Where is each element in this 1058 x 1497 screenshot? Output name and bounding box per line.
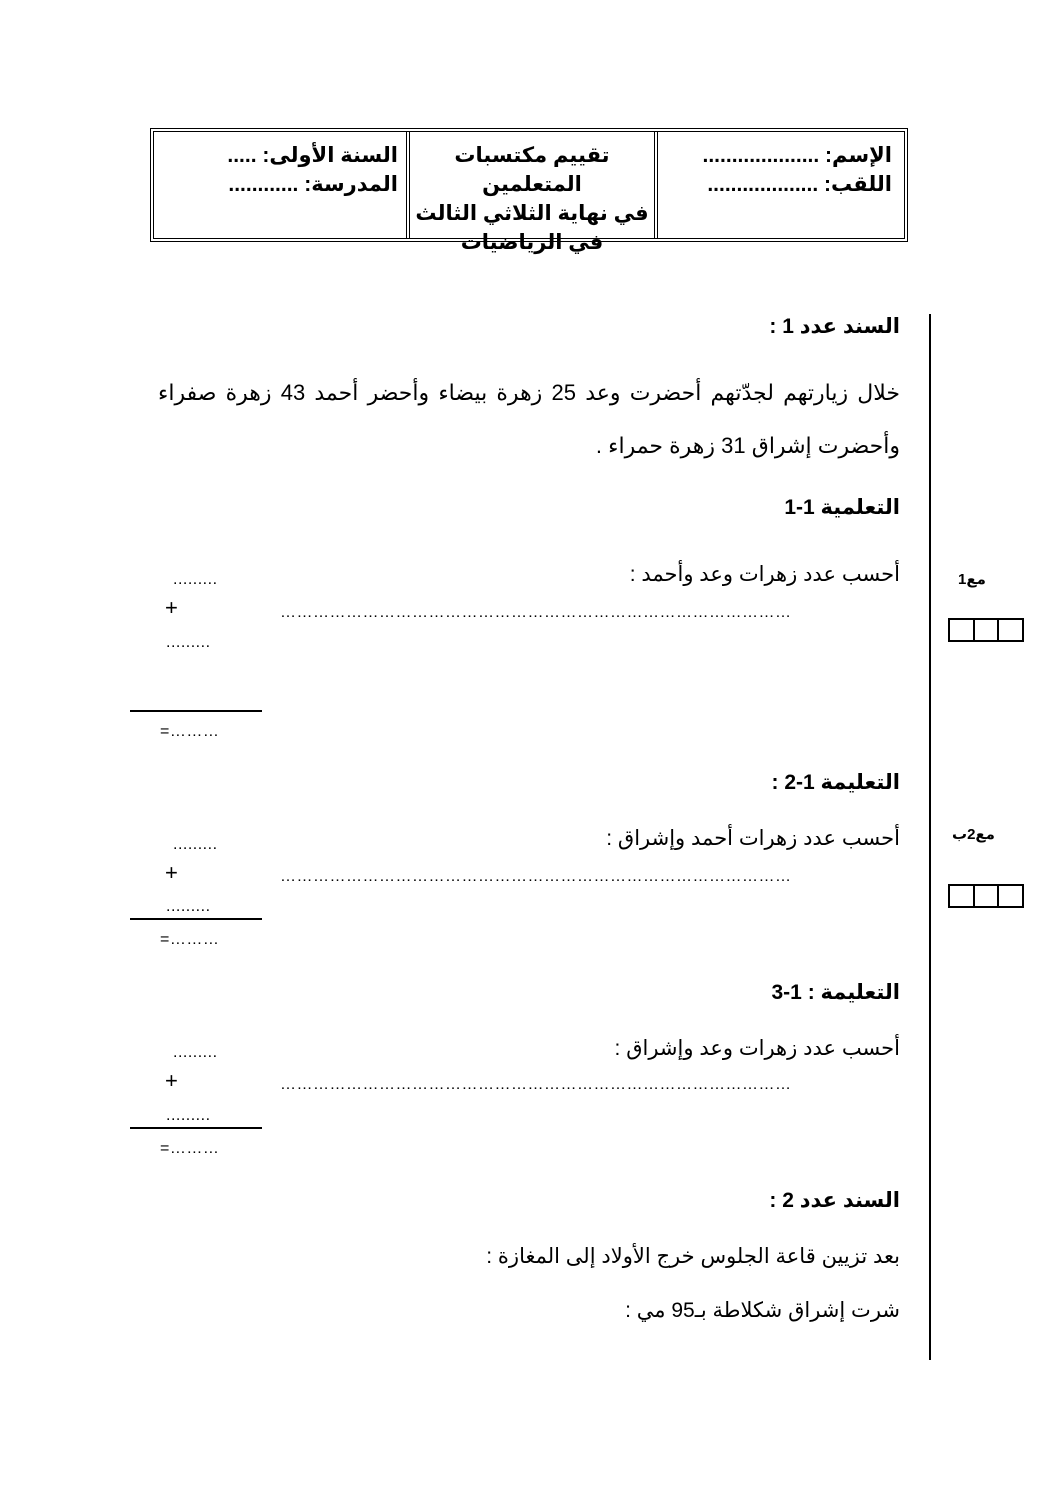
task2-criterion-code: مع2ب bbox=[952, 826, 995, 843]
name-field: الإسم: .................... bbox=[702, 144, 892, 167]
exam-title-line2: في نهاية الثلاثي الثالث bbox=[415, 202, 649, 225]
task1-result[interactable]: =……… bbox=[160, 723, 220, 740]
task2-score-box[interactable] bbox=[948, 884, 1024, 908]
task2-operand2[interactable]: ......... bbox=[166, 898, 211, 915]
year-field: السنة الأولى: ..... bbox=[227, 144, 398, 167]
task2-result-line bbox=[130, 918, 262, 920]
exam-title-line3: في الرياضيات bbox=[460, 231, 604, 254]
task1-question: أحسب عدد زهرات وعد وأحمد : bbox=[629, 563, 900, 586]
margin-divider bbox=[929, 314, 931, 1360]
header-table bbox=[150, 128, 908, 254]
task2-plus-sign: + bbox=[165, 860, 178, 885]
support2-line1: بعد تزيين قاعة الجلوس خرج الأولاد إلى المغازة : bbox=[486, 1245, 900, 1268]
task1-criterion-code: مع1 bbox=[958, 571, 986, 588]
task1-title: التعلمية 1-1 bbox=[784, 496, 900, 519]
task3-title: التعليمة : 1-3 bbox=[771, 981, 900, 1004]
task3-plus-sign: + bbox=[165, 1068, 178, 1093]
task1-answer-line[interactable]: ………………………………………………………………………………… bbox=[280, 604, 792, 621]
class-info-cell bbox=[154, 132, 406, 238]
task3-operand2[interactable]: ......... bbox=[166, 1107, 211, 1124]
task1-operand1[interactable]: ......... bbox=[173, 571, 218, 588]
task1-score-box[interactable] bbox=[948, 618, 1024, 642]
exam-title-cell bbox=[406, 132, 658, 254]
task2-question: أحسب عدد زهرات أحمد وإشراق : bbox=[606, 827, 900, 850]
task3-result-line bbox=[130, 1127, 262, 1129]
task2-operand1[interactable]: ......... bbox=[173, 836, 218, 853]
task3-result[interactable]: =……… bbox=[160, 1140, 220, 1157]
task1-result-line bbox=[130, 710, 262, 712]
task3-operand1[interactable]: ......... bbox=[173, 1044, 218, 1061]
school-field: المدرسة: ............ bbox=[228, 173, 398, 196]
exam-title-line1: تقييم مكتسبات المتعلمين bbox=[454, 144, 610, 196]
task2-result[interactable]: =……… bbox=[160, 931, 220, 948]
task1-operand2[interactable]: ......... bbox=[166, 634, 211, 651]
support2-line2: شرت إشراق شكلاطة بـ95 مي : bbox=[625, 1299, 900, 1322]
task1-plus-sign: + bbox=[165, 595, 178, 620]
support2-title: السند عدد 2 : bbox=[769, 1189, 900, 1212]
support1-text: خلال زيارتهم لجدّتهم أحضرت وعد 25 زهرة بيضاء وأحضر أحمد 43 زهرة صفراء وأحضرت إشراق 31 زهرة حمراء . bbox=[158, 380, 900, 458]
student-info-cell bbox=[658, 132, 904, 238]
task2-answer-line[interactable]: ………………………………………………………………………………… bbox=[280, 868, 792, 885]
task3-answer-line[interactable]: ………………………………………………………………………………… bbox=[280, 1076, 792, 1093]
support1-title: السند عدد 1 : bbox=[769, 315, 900, 338]
surname-field: اللقب: ................... bbox=[707, 173, 892, 196]
task3-question: أحسب عدد زهرات وعد وإشراق : bbox=[614, 1037, 900, 1060]
task2-title: التعليمة 1-2 : bbox=[771, 771, 900, 794]
